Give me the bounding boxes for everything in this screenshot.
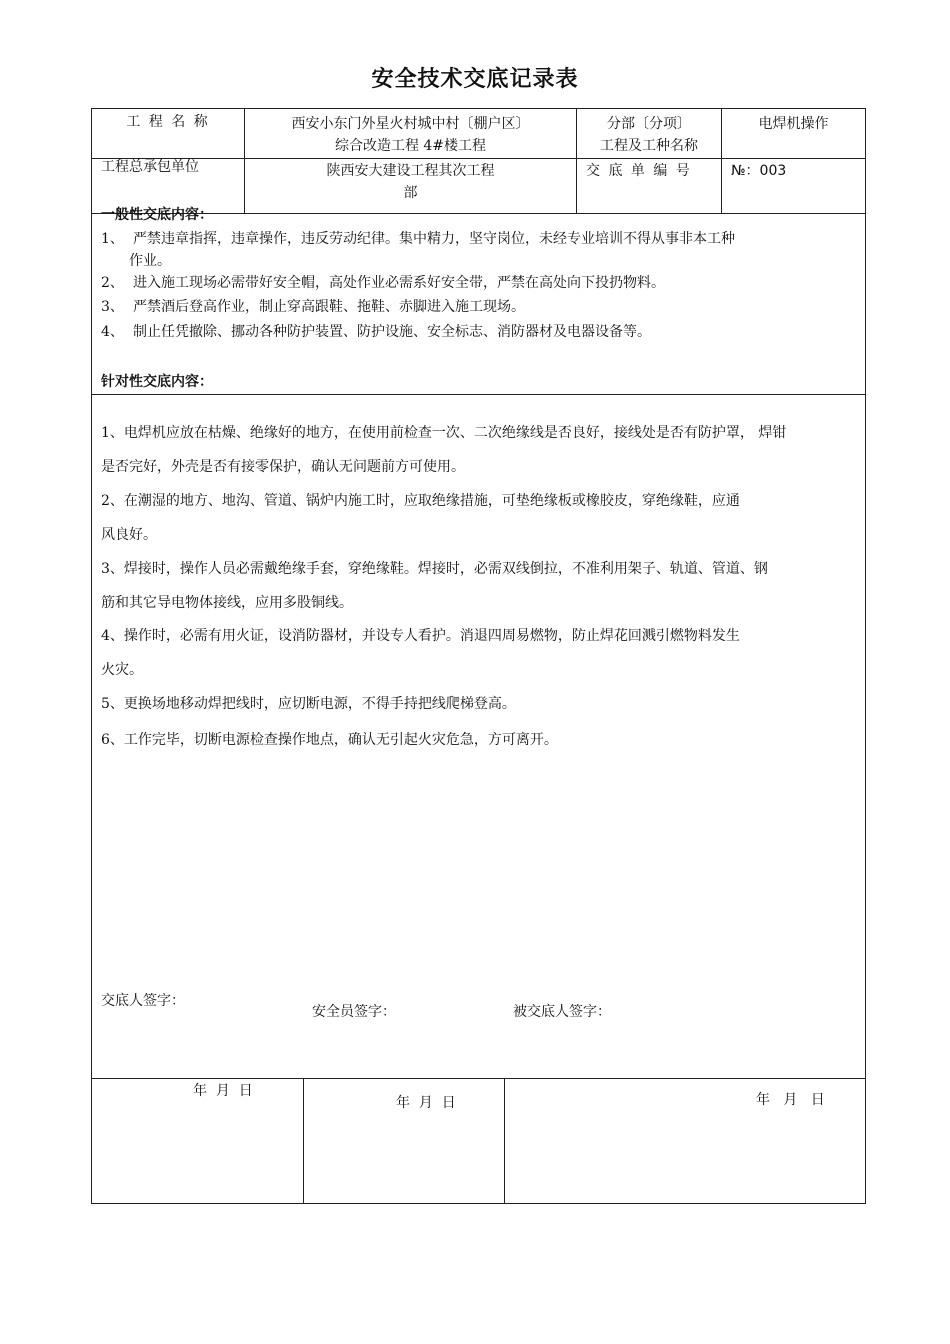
project-name-line1: 西安小东门外星火村城中村〔棚户区〕 — [291, 116, 530, 132]
table-border-top — [91, 108, 866, 109]
specific-line-7: 4、操作时，必需有用火证，设消防器材，并设专人看护。消退四周易燃物，防止焊花回溅引燃物料发生 — [101, 628, 740, 644]
contractor-label: 工程总承包单位 — [101, 159, 199, 175]
specific-line-9: 5、更换场地移动焊把线时，应切断电源，不得手持把线爬梯登高。 — [101, 696, 516, 712]
general-item-1-num: 1、 — [101, 231, 124, 247]
contractor-line1: 陕西安大建设工程其次工程 — [326, 163, 495, 179]
subproject-label-line2: 工程及工种名称 — [600, 138, 698, 154]
safety-officer-signature-label: 安全员签字： — [312, 1004, 396, 1020]
table-border-right — [865, 108, 866, 1204]
specific-line-6: 筋和其它导电物体接线，应用多股铜线。 — [101, 595, 353, 611]
general-item-2-line1: 进入施工现场必需带好安全帽，高处作业必需系好安全带，严禁在高处向下投扔物料。 — [133, 275, 665, 291]
specific-line-1: 1、电焊机应放在枯燥、绝缘好的地方，在使用前检查一次、二次绝缘线是否良好，接线处是否有防护罩， 焊钳 — [101, 425, 787, 441]
presenter-signature-label: 交底人签字： — [101, 993, 185, 1009]
table-border-left — [91, 108, 92, 1204]
specific-line-10: 6、工作完毕，切断电源检查操作地点，确认无引起火灾危急，方可离开。 — [101, 732, 558, 748]
specific-heading: 针对性交底内容： — [101, 374, 213, 390]
general-item-3-num: 3、 — [101, 299, 124, 315]
page-title: 安全技术交底记录表 — [371, 67, 579, 92]
specific-line-3: 2、在潮湿的地方、地沟、管道、锅炉内施工时，应取绝缘措施，可垫绝缘板或橡胶皮，穿绝缘鞋，应通 — [101, 493, 740, 509]
date-col-divider-2 — [504, 1078, 505, 1204]
safety-officer-date: 年 月 日 — [396, 1095, 456, 1111]
specific-line-8: 火灾。 — [101, 662, 143, 678]
general-item-3-line1: 严禁酒后登高作业，制止穿高跟鞋、拖鞋、赤脚进入施工现场。 — [133, 299, 525, 315]
general-item-2-num: 2、 — [101, 275, 124, 291]
subproject-value: 电焊机操作 — [758, 116, 829, 132]
specific-line-5: 3、焊接时，操作人员必需戴绝缘手套，穿绝缘鞋。焊接时，必需双线倒拉，不准利用架子、轨道、管道、钢 — [101, 561, 768, 577]
general-item-4-line1: 制止任凭撤除、挪动各种防护装置、防护设施、安全标志、消防器材及电器设备等。 — [133, 324, 651, 340]
general-item-4-num: 4、 — [101, 324, 124, 340]
project-name-label: 工 程 名 称 — [126, 114, 210, 130]
table-row-divider-4 — [91, 1078, 866, 1079]
recipient-date: 年 月 日 — [756, 1092, 825, 1108]
recipient-signature-label: 被交底人签字： — [513, 1004, 611, 1020]
table-row-divider-3 — [91, 394, 866, 395]
number-value: №：003 — [731, 163, 787, 179]
general-item-1-line2: 作业。 — [129, 253, 171, 269]
table-row-divider-1 — [91, 158, 866, 159]
general-heading: 一般性交底内容： — [101, 207, 213, 223]
specific-line-2: 是否完好，外壳是否有接零保护，确认无问题前方可使用。 — [101, 459, 465, 475]
general-item-1-line1: 严禁违章指挥，违章操作，违反劳动纪律。集中精力，坚守岗位，未经专业培训不得从事非本工种 — [133, 231, 735, 247]
table-border-bottom — [91, 1203, 866, 1204]
number-label: 交 底 单 编 号 — [586, 163, 692, 179]
contractor-line2: 部 — [403, 185, 418, 201]
presenter-date: 年 月 日 — [193, 1083, 253, 1099]
specific-line-4: 风良好。 — [101, 527, 157, 543]
subproject-label-line1: 分部〔分项〕 — [607, 116, 691, 132]
project-name-line2: 综合改造工程 4#楼工程 — [334, 138, 487, 154]
date-col-divider-1 — [303, 1078, 304, 1204]
